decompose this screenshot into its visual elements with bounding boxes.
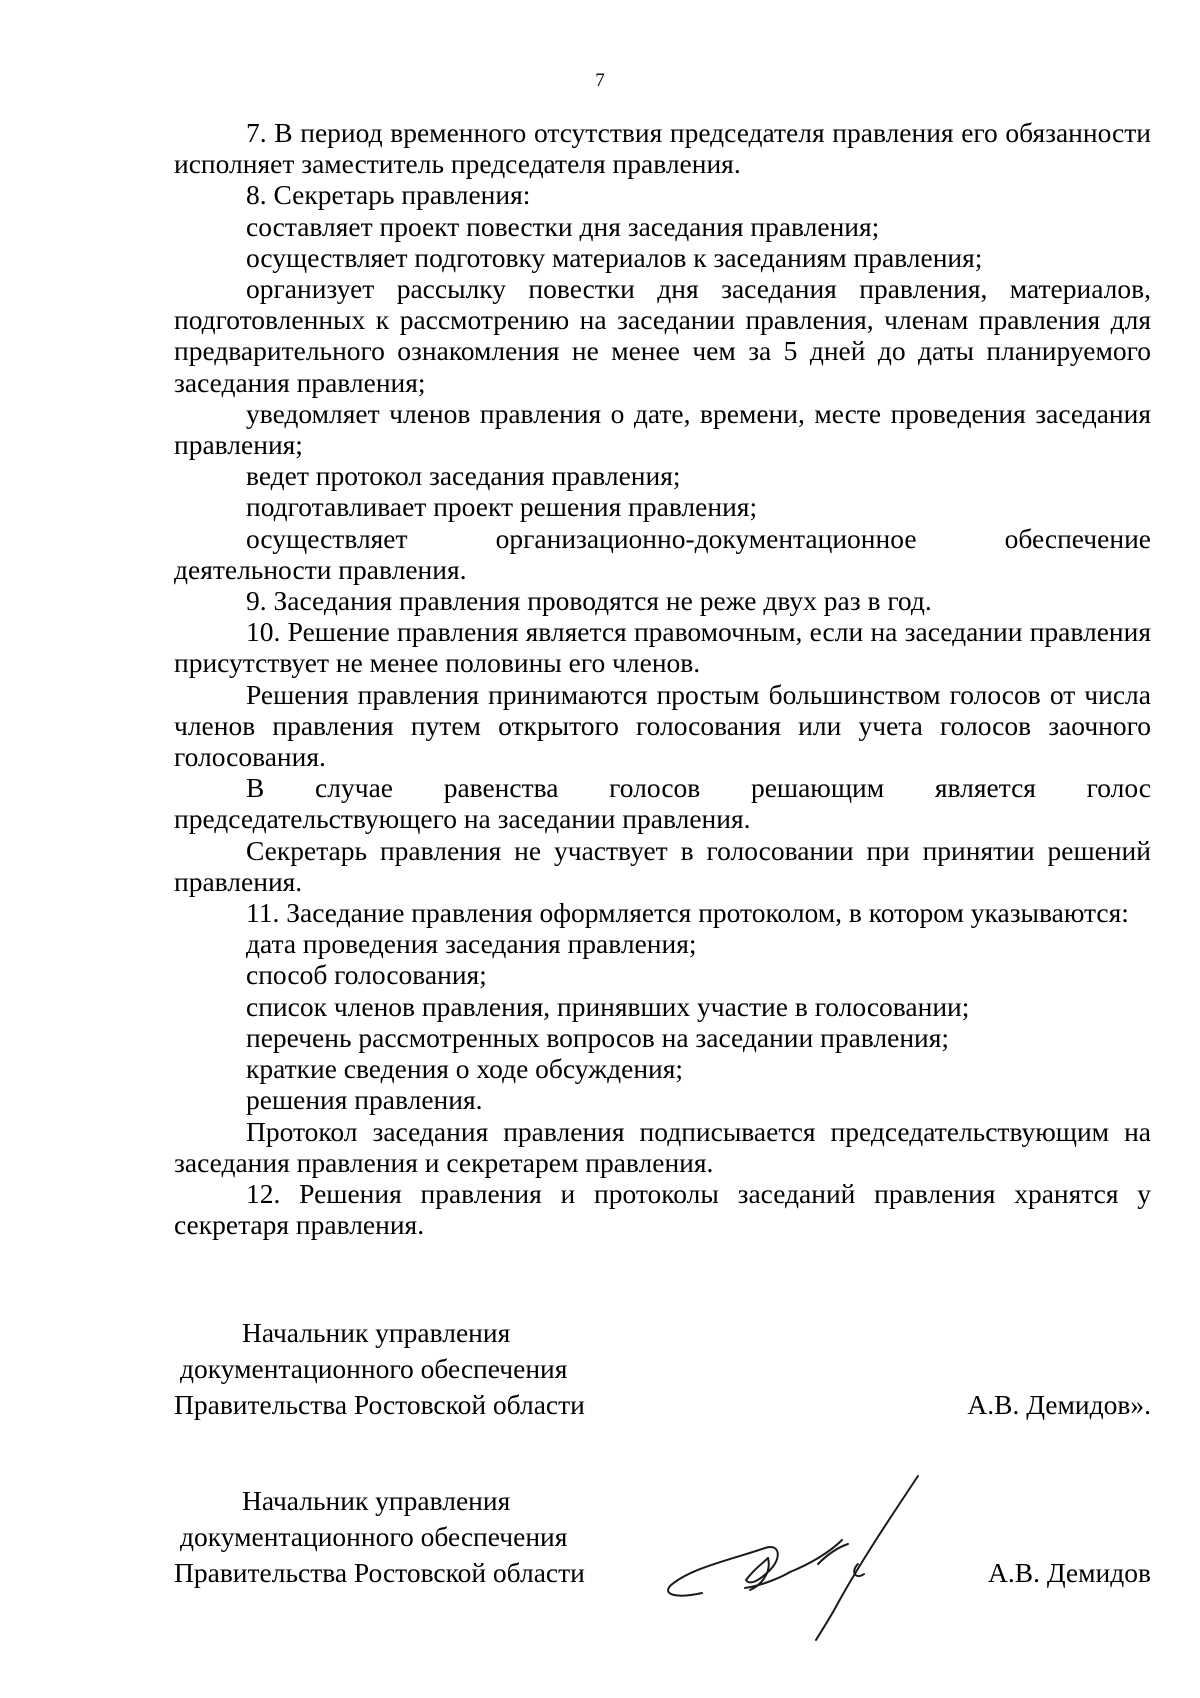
page-number: 7 <box>595 70 605 91</box>
list-item: подготавливает проект решения правления; <box>246 491 758 523</box>
list-item: краткие сведения о ходе обсуждения; <box>246 1053 684 1085</box>
paragraph-7: 7. В период временного отсутствия председателя правления его обязанности исполняет заместитель председателя правления. <box>174 117 1151 180</box>
list-item: перечень рассмотренных вопросов на заседании правления; <box>246 1021 950 1053</box>
signer-position-line: Начальник управления <box>242 1317 511 1348</box>
list-item: уведомляет членов правления о дате, времени, месте проведения заседания правления; <box>174 397 1151 461</box>
paragraph-9: 9. Заседания правления проводятся не реже двух раз в год. <box>246 585 932 617</box>
paragraph: Решения правления принимаются простым большинством голосов от числа членов правления путем открытого голосования или учета голосов заочного голосования. <box>174 678 1151 773</box>
list-item: составляет проект повестки дня заседания правления; <box>246 210 880 242</box>
list-item: решения правления. <box>246 1084 483 1116</box>
paragraph: Протокол заседания правления подписывается председательствующим на заседания правления и секретарем правления. <box>174 1115 1151 1178</box>
paragraph-10: 10. Решение правления является правомочным, если на заседании правления присутствует не менее половины его членов. <box>174 616 1151 679</box>
signer-name: А.В. Демидов <box>988 1557 1151 1588</box>
list-item: дата проведения заседания правления; <box>246 928 697 960</box>
list-item: ведет протокол заседания правления; <box>246 460 681 492</box>
list-item: организует рассылку повестки дня заседания правления, материалов, подготовленных к рассмотрению на заседании правления, членам правления для предварительного ознакомления не менее чем за 5 дней до даты планируемого заседания правления; <box>174 273 1151 398</box>
list-item: список членов правления, принявших участие в голосовании; <box>246 990 970 1022</box>
handwritten-signature <box>650 1468 940 1648</box>
list-item: осуществляет подготовку материалов к заседаниям правления; <box>246 241 983 273</box>
paragraph: Секретарь правления не участвует в голосовании при принятии решений правления. <box>174 834 1151 897</box>
signer-position-line: документационного обеспечения <box>180 1353 568 1384</box>
signer-position-line: Правительства Ростовской области <box>174 1557 585 1588</box>
paragraph-12: 12. Решения правления и протоколы заседаний правления хранятся у секретаря правления. <box>174 1177 1151 1241</box>
signer-name: А.В. Демидов». <box>967 1389 1151 1420</box>
list-item: способ голосования; <box>246 959 487 991</box>
signer-position-line: Начальник управления <box>242 1485 511 1516</box>
paragraph: В случае равенства голосов решающим является голос председательствующего на заседании правления. <box>174 772 1151 835</box>
document-body <box>174 117 1151 1240</box>
list-item: осуществляет организационно-документационное обеспечение деятельности правления. <box>174 522 1151 585</box>
paragraph-11: 11. Заседание правления оформляется протоколом, в котором указываются: <box>246 897 1129 929</box>
signature-block-quoted <box>174 1315 1151 1435</box>
signer-position-line: документационного обеспечения <box>180 1521 568 1552</box>
paragraph-8: 8. Секретарь правления: <box>246 179 531 211</box>
signer-position-line: Правительства Ростовской области <box>174 1389 585 1420</box>
